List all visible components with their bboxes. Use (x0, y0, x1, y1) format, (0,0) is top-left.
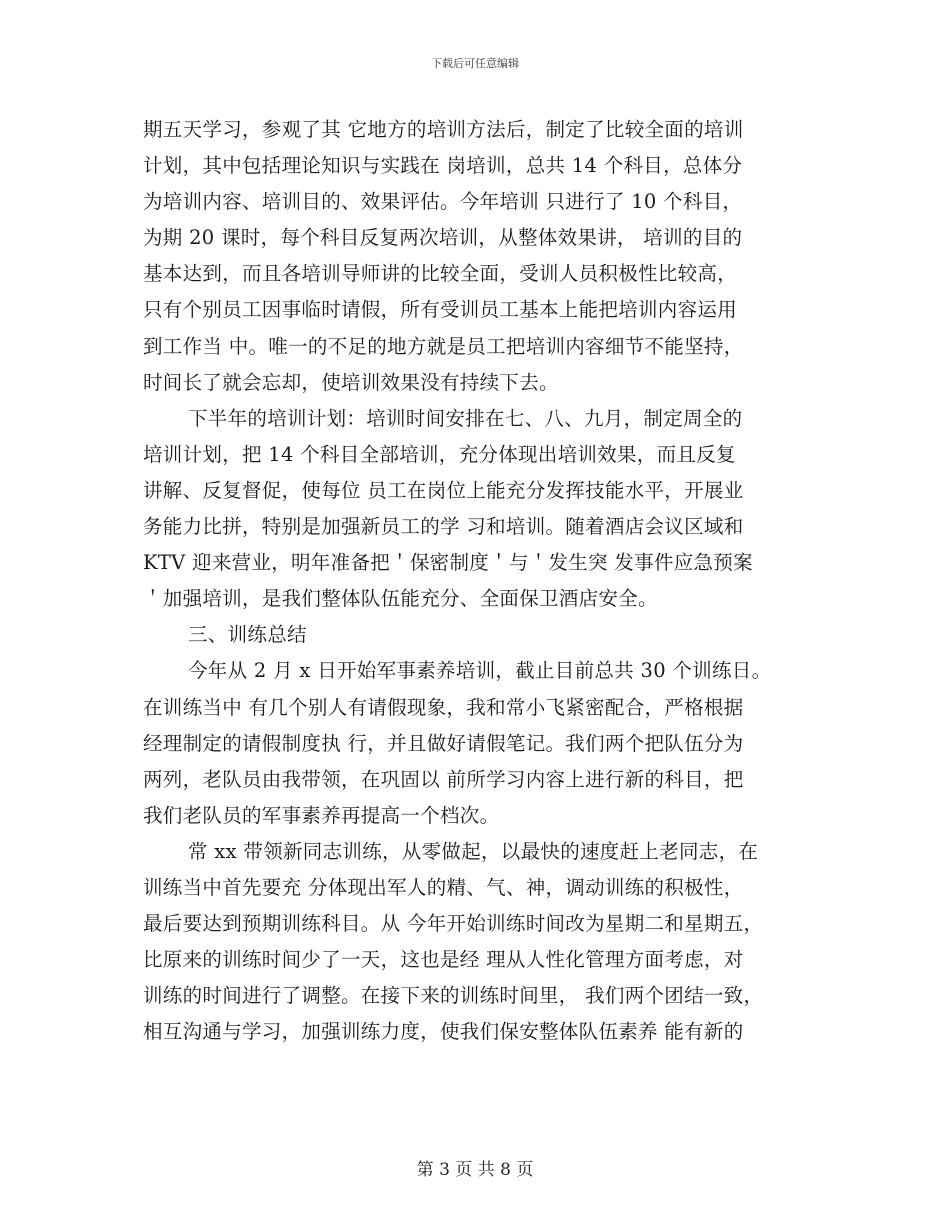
paragraph-start-line: 下半年的培训计划：培训时间安排在七、八、九月，制定周全的 (188, 406, 743, 430)
page-number: 第 3 页 共 8 页 (416, 1160, 534, 1180)
text-line: 我们老队员的军事素养再提高一个档次。 (143, 803, 500, 827)
text-line: 训练当中首先要充 分体现出军人的精、气、神，调动训练的积极性， (143, 875, 744, 899)
text-line: 期五天学习，参观了其 它地方的培训方法后，制定了比较全面的培训 (143, 118, 744, 141)
text-line: 为期 20 课时，每个科目反复两次培训，从整体效果讲， 培训的目的 (143, 226, 743, 250)
text-line: 比原来的训练时间少了一天，这也是经 理从人性化管理方面考虑，对 (143, 948, 744, 972)
text-line: ＇加强培训，是我们整体队伍能充分、全面保卫酒店安全。 (143, 587, 658, 611)
paragraph-start-line: 常 xx 带领新同志训练，从零做起，以最快的速度赶上老同志，在 (188, 839, 759, 863)
text-line: 培训计划，把 14 个科目全部培训，充分体现出培训效果，而且反复 (143, 442, 736, 466)
text-line: 时间长了就会忘却，使培训效果没有持续下去。 (143, 370, 559, 394)
text-line: 讲解、反复督促，使每位 员工在岗位上能充分发挥技能水平，开展业 (143, 478, 744, 502)
text-line: 在训练当中 有几个别人有请假现象，我和常小飞紧密配合，严格根据 (143, 695, 744, 719)
page-header: 下载后可任意编辑 (431, 57, 519, 70)
text-line: 两列，老队员由我带领，在巩固以 前所学习内容上进行新的科目，把 (143, 767, 744, 791)
text-line: 只有个别员工因事临时请假，所有受训员工基本上能把培训内容运用 (143, 298, 738, 322)
document-body (143, 112, 813, 1050)
text-line: 基本达到，而且各培训导师讲的比较全面，受训人员积极性比较高， (143, 262, 738, 286)
text-line: 为培训内容、培训目的、效果评估。今年培训 只进行了 10 个科目， (143, 190, 743, 214)
text-line: 经理制定的请假制度执 行，并且做好请假笔记。我们两个把队伍分为 (143, 731, 744, 755)
text-line: 最后要达到预期训练科目。从 今年开始训练时间改为星期二和星期五， (143, 912, 764, 936)
text-line: 到工作当 中。唯一的不足的地方就是员工把培训内容细节不能坚持， (143, 334, 744, 358)
text-line: 训练的时间进行了调整。在接下来的训练时间里， 我们两个团结一致， (143, 984, 764, 1008)
section-heading: 三、训练总结 (188, 623, 307, 647)
text-line: 务能力比拼，特别是加强新员工的学 习和培训。随着酒店会议区域和 (143, 515, 744, 539)
text-line: 相互沟通与学习，加强训练力度，使我们保安整体队伍素养 能有新的 (143, 1020, 744, 1044)
paragraph-start-line: 今年从 2 月 x 日开始军事素养培训，截止目前总共 30 个训练日。 (188, 659, 772, 683)
text-line: 计划，其中包括理论知识与实践在 岗培训，总共 14 个科目，总体分 (143, 154, 743, 178)
text-line: KTV 迎来营业，明年准备把＇保密制度＇与＇发生突 发事件应急预案 (143, 551, 753, 575)
